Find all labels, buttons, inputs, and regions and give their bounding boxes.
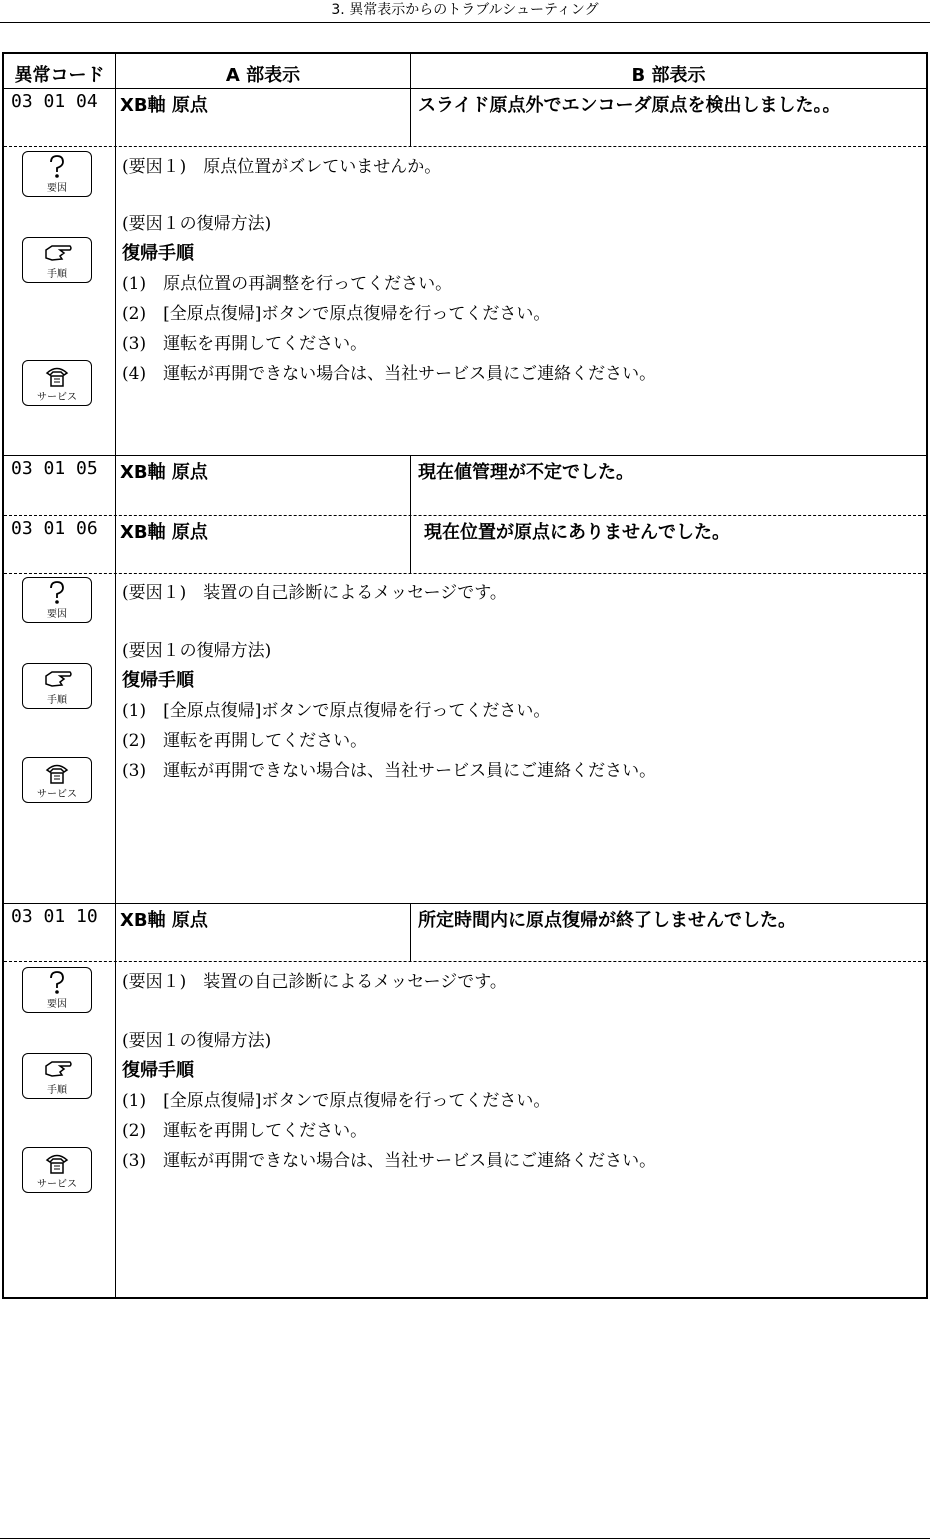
service-phone-icon: サービス [22, 360, 92, 406]
cause-text: (要因１) 装置の自己診断によるメッセージです。 [122, 972, 507, 992]
recovery-step: (2) 運転を再開してください。 [122, 731, 368, 751]
recovery-step: (1) [全原点復帰]ボタンで原点復帰を行ってください。 [122, 1091, 551, 1111]
recovery-step: (3) 運転が再開できない場合は、当社サービス員にご連絡ください。 [122, 1151, 657, 1171]
cause-icon: 要因 [22, 151, 92, 197]
recovery-steps-title: 復帰手順 [122, 1060, 194, 1081]
procedure-icon: 手順 [22, 237, 92, 283]
recovery-step: (3) 運転を再開してください。 [122, 334, 368, 354]
page-header: 3. 異常表示からのトラブルシューティング [0, 0, 930, 23]
cause-text: (要因１) 原点位置がズレていませんか。 [122, 157, 442, 177]
recovery-step: (1) [全原点復帰]ボタンで原点復帰を行ってください。 [122, 701, 551, 721]
b-display-text: 現在値管理が不定でした。 [418, 462, 634, 483]
a-display-text: XB軸 原点 [120, 522, 208, 543]
procedure-icon: 手順 [22, 1053, 92, 1099]
error-code: 03 01 04 [11, 91, 98, 112]
recovery-method-title: (要因１の復帰方法) [122, 214, 272, 234]
service-phone-icon: サービス [22, 1147, 92, 1193]
footer-rule [0, 1538, 930, 1539]
a-display-text: XB軸 原点 [120, 462, 208, 483]
recovery-step: (2) [全原点復帰]ボタンで原点復帰を行ってください。 [122, 304, 551, 324]
header-error-code: 異常コード [14, 65, 105, 86]
recovery-step: (4) 運転が再開できない場合は、当社サービス員にご連絡ください。 [122, 364, 657, 384]
a-display-text: XB軸 原点 [120, 95, 208, 116]
recovery-steps-title: 復帰手順 [122, 670, 194, 691]
b-display-text: 所定時間内に原点復帰が終了しませんでした。 [418, 910, 796, 931]
recovery-steps-title: 復帰手順 [122, 243, 194, 264]
recovery-method-title: (要因１の復帰方法) [122, 1031, 272, 1051]
recovery-step: (3) 運転が再開できない場合は、当社サービス員にご連絡ください。 [122, 761, 657, 781]
a-display-text: XB軸 原点 [120, 910, 208, 931]
header-b-display: B 部表示 [631, 65, 706, 86]
b-display-text: スライド原点外でエンコーダ原点を検出しました。。 [418, 95, 841, 116]
recovery-step: (1) 原点位置の再調整を行ってください。 [122, 274, 453, 294]
error-code-table [2, 52, 928, 1299]
cause-icon: 要因 [22, 577, 92, 623]
procedure-icon: 手順 [22, 663, 92, 709]
b-display-text: 現在位置が原点にありませんでした。 [424, 522, 730, 543]
cause-text: (要因１) 装置の自己診断によるメッセージです。 [122, 583, 507, 603]
error-code: 03 01 06 [11, 518, 98, 539]
cause-icon: 要因 [22, 967, 92, 1013]
header-a-display: A 部表示 [225, 65, 301, 86]
recovery-method-title: (要因１の復帰方法) [122, 641, 272, 661]
service-phone-icon: サービス [22, 757, 92, 803]
recovery-step: (2) 運転を再開してください。 [122, 1121, 368, 1141]
error-code: 03 01 10 [11, 906, 98, 927]
error-code: 03 01 05 [11, 458, 98, 479]
